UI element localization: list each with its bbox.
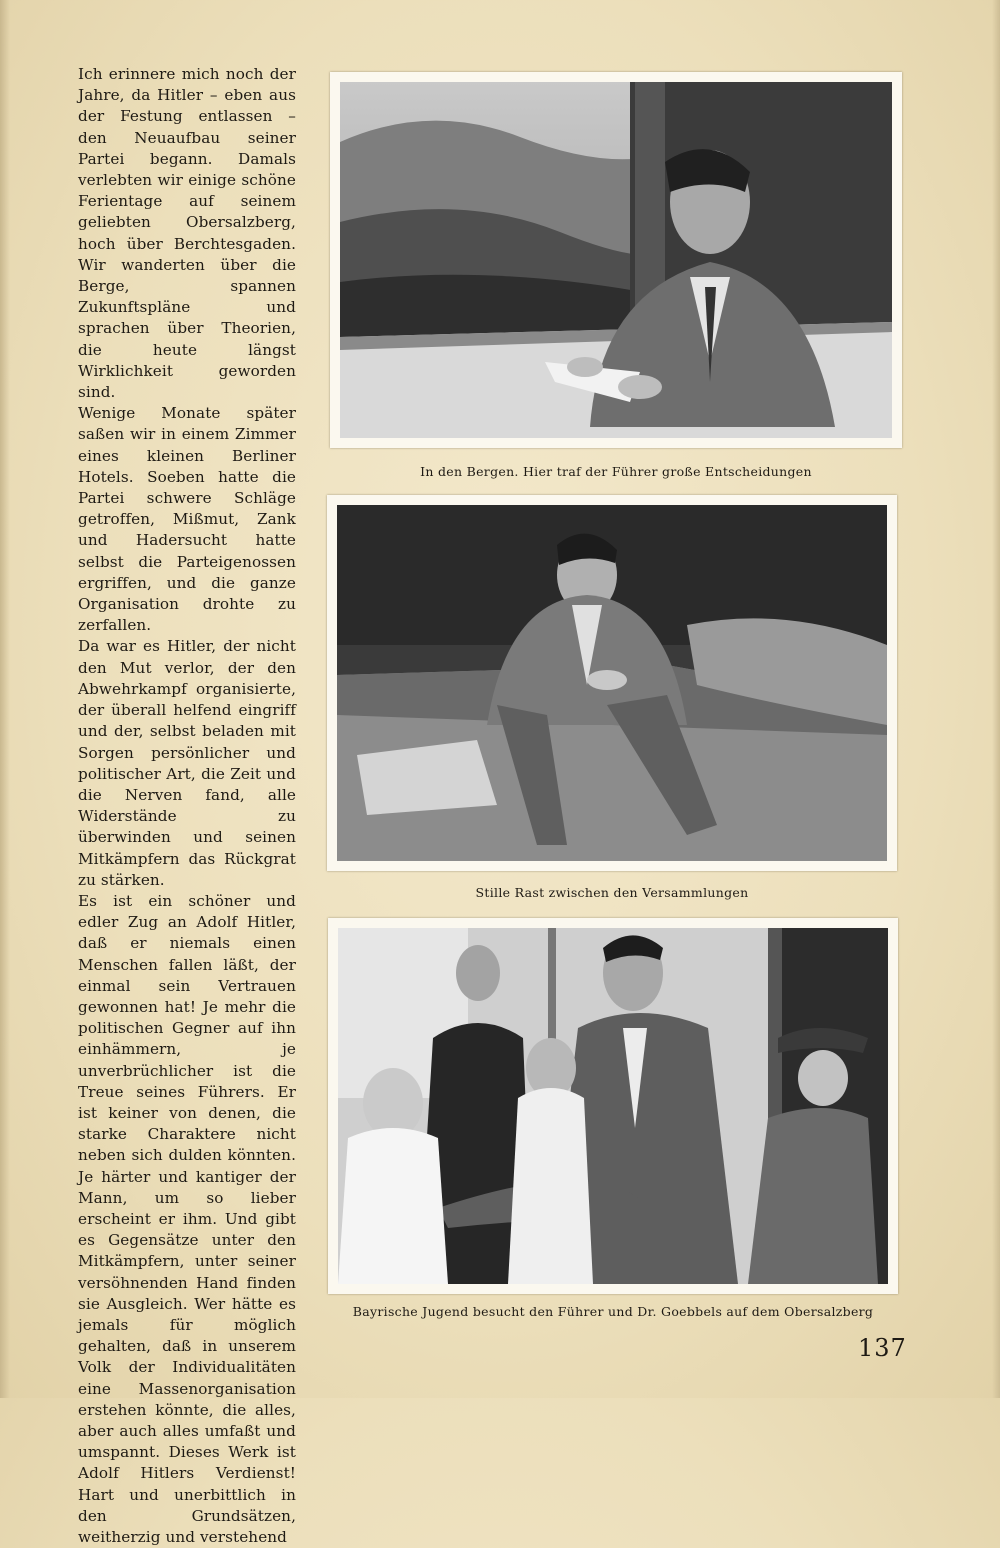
page-number: 137 xyxy=(858,1334,907,1362)
page-edge-right xyxy=(992,0,1000,1398)
paragraph-4: Es ist ein schöner und edler Zug an Adolf Hitler, daß er niemals einen Menschen fallen läßt, der einmal sein Vertrauen gewonnen hat! Je mehr die politischen Gegner auf ihn einhämmern, je unverbrüchlicher ist die Treue seines Führers. Er ist keiner von denen, die starke Charaktere nicht neben sich dulden könnten. Je härter und kantiger der Mann, um so lieber erscheint er ihm. Und gibt es Gegensätze unter den Mitkämpfern, unter seiner versöhnenden Hand finden sie Ausgleich. Wer hätte es jemals für möglich gehalten, daß in unserem Volk der Individualitäten eine Massenorganisation erstehen könnte, die alles, aber auch alles umfaßt und umspannt. Dieses Werk ist Adolf Hitlers Verdienst! Hart und unerbittlich in den Grundsätzen, weitherzig und verstehend xyxy=(78,891,296,1547)
photo-resting-on-blanket xyxy=(327,495,897,871)
photo-image xyxy=(338,928,888,1284)
paragraph-3: Da war es Hitler, der nicht den Mut verlor, der den Abwehrkampf organisierte, der überall helfend eingriff und der, selbst beladen mit Sorgen persönlicher und politischer Art, die Zeit und die Nerven fand, alle Widerstände zu überwinden und seinen Mitkämpfern das Rückgrat zu stärken. xyxy=(78,637,296,889)
photo-group-with-children xyxy=(328,918,898,1294)
photo-1-caption: In den Bergen. Hier traf der Führer große Entscheidungen xyxy=(420,464,812,479)
photo-image xyxy=(340,82,892,438)
photo-2-caption: Stille Rast zwischen den Versammlungen xyxy=(475,885,749,900)
body-text-column xyxy=(78,64,296,1547)
photo-mountain-reading xyxy=(330,72,902,448)
paragraph-2: Wenige Monate später saßen wir in einem Zimmer eines kleinen Berliner Hotels. Soeben hatte die Partei schwere Schläge getroffen, Mißmut, Zank und Hadersucht hatte selbst die Parteigenossen ergriffen, und die ganze Organisation drohte zu zerfallen. xyxy=(78,404,296,635)
photo-image xyxy=(337,505,887,861)
paragraph-1: Ich erinnere mich noch der Jahre, da Hitler – eben aus der Festung entlassen – den Neuaufbau seiner Partei begann. Damals verlebten wir einige schöne Ferientage auf seinem geliebten Obersalzberg, hoch über Berchtesgaden. Wir wanderten über die Berge, spannen Zukunftspläne und sprachen über Theorien, die heute längst Wirklichkeit geworden sind. xyxy=(78,65,296,402)
page-edge-left xyxy=(0,0,10,1398)
photo-3-caption: Bayrische Jugend besucht den Führer und Dr. Goebbels auf dem Obersalzberg xyxy=(352,1304,874,1319)
